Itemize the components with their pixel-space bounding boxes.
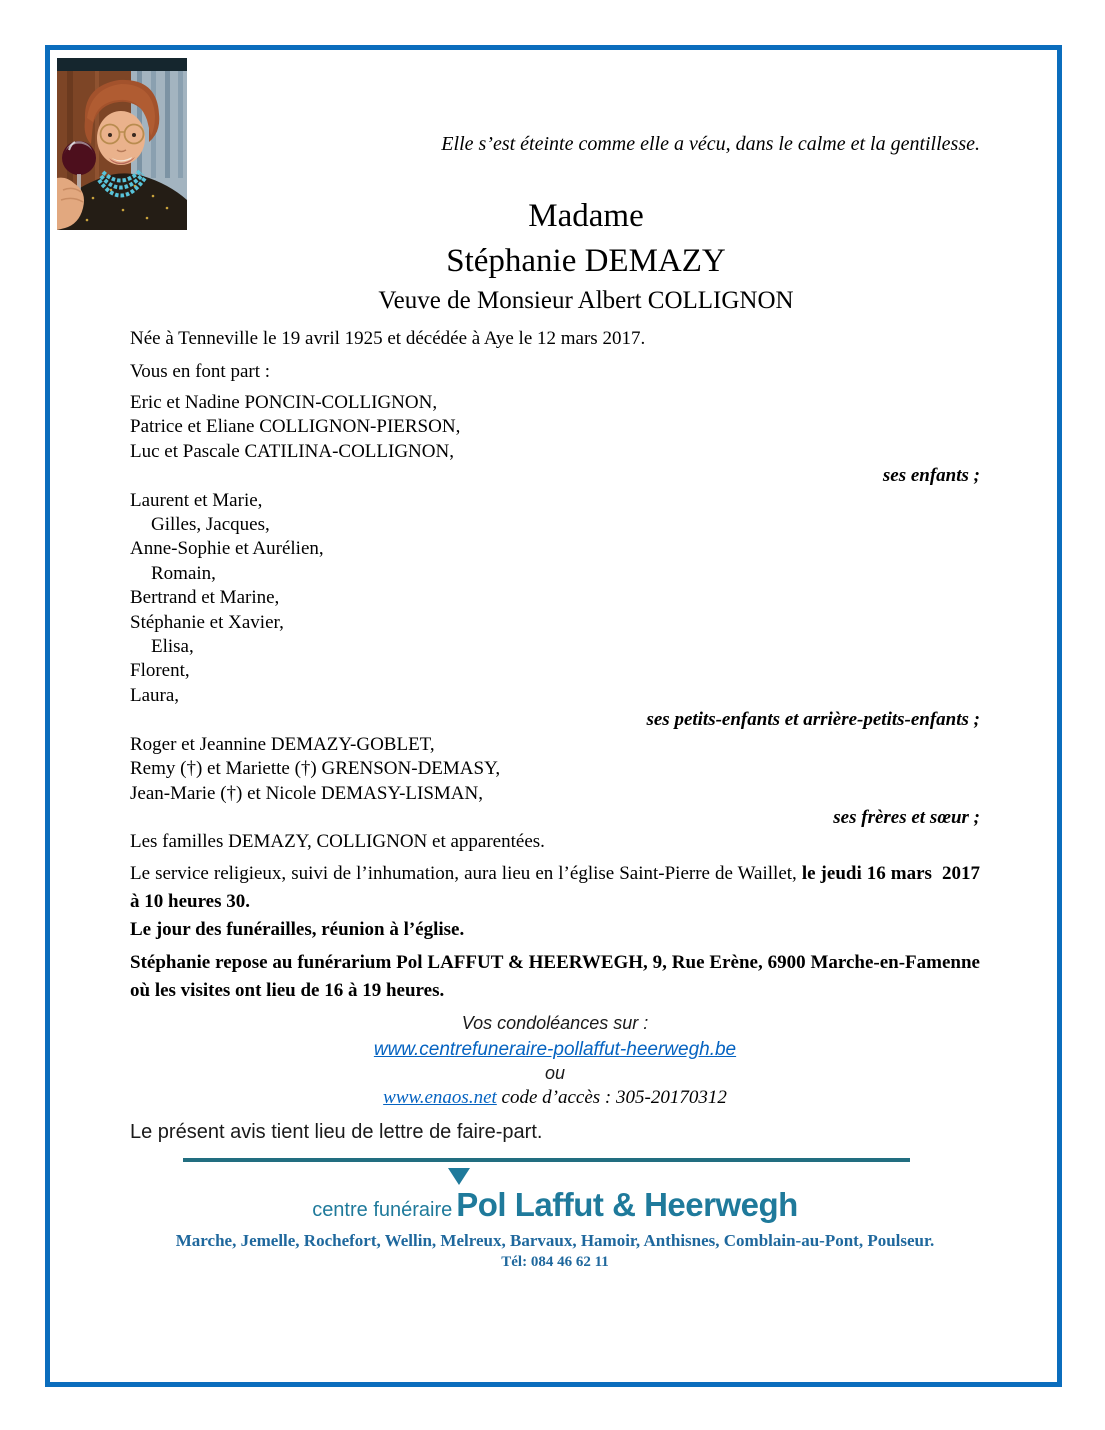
title-block [192,192,980,319]
grandchildren-label: ses petits-enfants et arrière-petits-enfants ; [646,709,980,731]
widow-subtitle: Veuve de Monsieur Albert COLLIGNON [378,287,794,314]
list-item: Florent, [130,660,190,682]
list-item: Laurent et Marie, [130,489,263,511]
title-madame: Madame [528,198,644,234]
funeral-day-line: Le jour des funérailles, réunion à l’église. [130,918,465,940]
access-code: code d’accès : 305-20170312 [496,1086,727,1108]
list-item: Jean-Marie (†) et Nicole DEMASY-LISMAN, [130,782,484,804]
list-item: Luc et Pascale CATILINA-COLLIGNON, [130,440,454,462]
funeral-home-logo [130,1168,980,1224]
deceased-name: Stéphanie DEMAZY [446,243,726,279]
enaos-link[interactable]: www.enaos.net [383,1086,497,1108]
condolences-heading: Vos condoléances sur : [461,1012,649,1033]
enaos-row [130,1084,980,1111]
intro-line: Vous en font part : [130,361,271,382]
footer-phone: Tél: 084 46 62 11 [501,1253,609,1270]
list-item: Eric et Nadine PONCIN-COLLIGNON, [130,392,438,413]
brand-name: Pol Laffut & Heerwegh [456,1185,798,1223]
list-item: Gilles, Jacques, [151,514,270,536]
list-item: Bertrand et Marine, [130,587,280,609]
repose-paragraph: Stéphanie repose au funérarium Pol LAFFUT & HEERWEGH, 9, Rue Erène, 6900 Marche-en-Famenne où les visites ont lieu de 16 à 19 heures. [130,951,980,1001]
list-item: Anne-Sophie et Aurélien, [130,538,324,560]
or-separator: ou [544,1062,566,1083]
condolences-link-row [130,1036,980,1063]
epitaph-quote: Elle s’est éteinte comme elle a vécu, dans le calme et la gentillesse. [441,133,980,155]
family-list [130,391,980,855]
footer-locations: Marche, Jemelle, Rochefort, Wellin, Melreux, Barvaux, Hamoir, Anthisnes, Comblain-au-Pont, Poulseur. [175,1230,935,1250]
funeral-home-website-link[interactable]: www.centrefuneraire-pollaffut-heerwegh.be [373,1038,737,1060]
list-item: Remy (†) et Mariette (†) GRENSON-DEMASY, [130,758,501,780]
portrait-photo-image [57,58,187,230]
notice-line: Le présent avis tient lieu de lettre de faire-part. [130,1120,543,1143]
list-item: Roger et Jeannine DEMAZY-GOBLET, [130,733,435,755]
list-item: Laura, [130,684,180,706]
logo-triangle-icon [448,1168,470,1185]
list-item: Stéphanie et Xavier, [130,611,284,633]
service-text: Le service religieux, suivi de l’inhumation, aura lieu en l’église Saint-Pierre de Waillet, [130,862,802,884]
announcement-page [45,45,1062,1387]
families-line: Les familles DEMAZY, COLLIGNON et apparentées. [130,831,545,853]
list-item: Romain, [151,562,216,584]
religious-service-paragraph [130,860,980,916]
list-item: Elisa, [151,636,194,658]
siblings-label: ses frères et sœur ; [833,806,980,828]
announcement-content [50,50,1057,1272]
list-item: Patrice et Eliane COLLIGNON-PIERSON, [130,416,461,438]
service-date-bold: le jeudi 16 mars 2017 à 10 heures 30. [130,862,980,912]
children-label: ses enfants ; [882,465,980,487]
footer-divider [183,1158,910,1162]
portrait-photo [57,58,187,230]
birth-death-line: Née à Tenneville le 19 avril 1925 et décédée à Aye le 12 mars 2017. [130,328,646,349]
brand-prefix: centre funéraire [312,1198,453,1221]
